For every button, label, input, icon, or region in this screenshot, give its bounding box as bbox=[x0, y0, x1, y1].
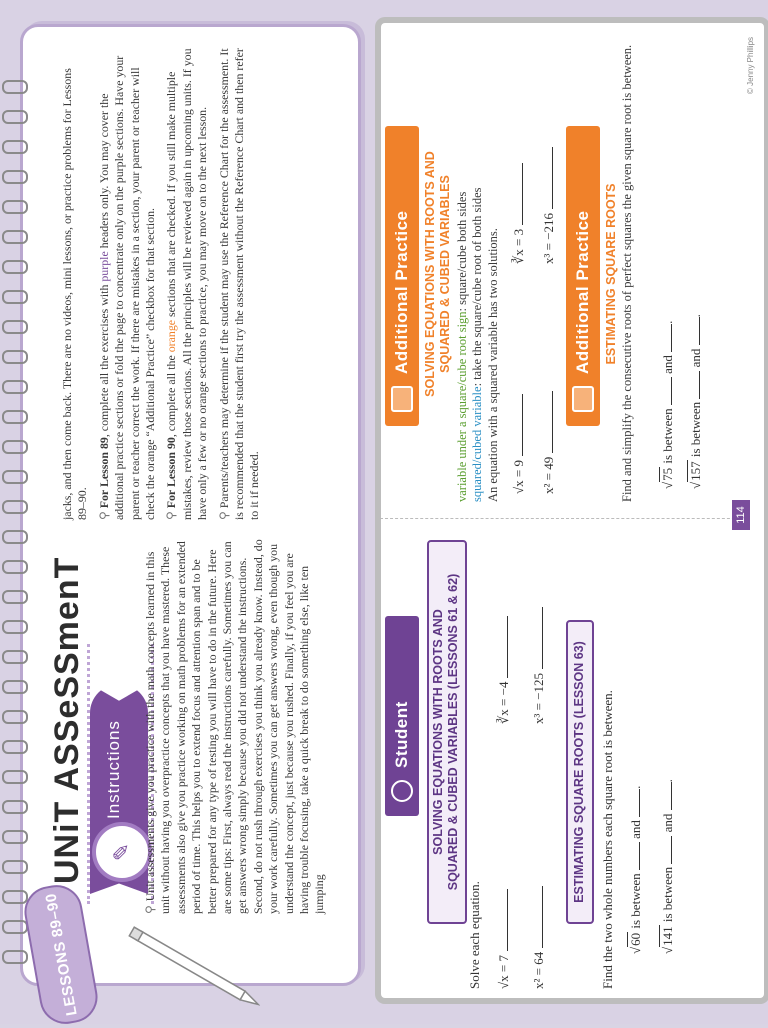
period: . bbox=[628, 785, 643, 789]
lesson90-text-b: sections that are checked. If you still make multiple mistakes, review those sections. All the principles will be reviewed again in upcoming units. If you have only a few or no orange sections to practice, you may move on to the next lesson. bbox=[164, 48, 210, 520]
spiral-ring bbox=[2, 560, 28, 574]
rule-text-c: An equation with a squared variable has two solutions. bbox=[485, 228, 500, 502]
eq-text: x² = 49 bbox=[541, 456, 556, 494]
between-text: is between bbox=[628, 873, 643, 929]
additional-rules bbox=[455, 42, 501, 502]
radicand: 157 bbox=[688, 461, 703, 481]
spiral-ring bbox=[2, 950, 28, 964]
spiral-ring bbox=[2, 170, 28, 184]
spiral-ring bbox=[2, 470, 28, 484]
additional-label-2: Additional Practice bbox=[573, 210, 592, 374]
answer-line[interactable] bbox=[540, 391, 553, 453]
answer-line[interactable] bbox=[495, 616, 508, 678]
eq-text: √x = 9 bbox=[511, 460, 526, 494]
additional-eq4 bbox=[540, 147, 557, 264]
spiral-ring bbox=[2, 260, 28, 274]
spiral-ring bbox=[2, 800, 28, 814]
lightbulb-icon: ✎ bbox=[92, 822, 152, 882]
rule-blue: squared/cubed variable bbox=[470, 386, 485, 502]
additional-eq3 bbox=[540, 391, 557, 494]
answer-blank[interactable] bbox=[660, 782, 672, 810]
spiral-ring bbox=[2, 140, 28, 154]
student-est1: √60 is between and . bbox=[628, 785, 643, 954]
spiral-ring bbox=[2, 410, 28, 424]
section1-title-box bbox=[427, 540, 467, 924]
lessons-label: LESSONS 89–90 bbox=[41, 891, 81, 1018]
checkbox[interactable] bbox=[391, 386, 413, 412]
additional-est1: √75 is between and . bbox=[660, 320, 675, 489]
and-text: and bbox=[688, 348, 703, 368]
parents-paragraph bbox=[217, 48, 263, 520]
answer-blank[interactable] bbox=[660, 324, 672, 352]
rule-text-a: : square/cube both sides bbox=[455, 191, 469, 312]
answer-blank[interactable] bbox=[660, 377, 672, 405]
lesson90-lead: For Lesson 90 bbox=[164, 437, 179, 509]
lesson89-text-a: , complete all the exercises with bbox=[96, 281, 111, 438]
eq-text: ∛x = 3 bbox=[511, 228, 526, 264]
instructions-text: Unit assessments give you practice with the math concepts learned in this unit without having you overpractice concepts that you have mastered. These assessments also give you practice working on math problems for an extended period of time. This helps you to extend focus and attention span and to be better prepared for any type of testing you will have to do in the future. Here are some tips: First, always read the instructions carefully. Sometimes you can get answers wrong simply because you did not understand the instructions. Second, do not rush through exercises you think you already know. Instead, do your work carefully. Sometimes you can get answers wrong, even though you understand the concept, just because you rushed. Finally, if you feel you are having trouble focusing, take a quick break to do something else, like ten jumping bbox=[143, 539, 327, 914]
lesson90-paragraph bbox=[164, 48, 210, 520]
spiral-ring bbox=[2, 350, 28, 364]
instructions-label: Instructions bbox=[104, 720, 123, 819]
paperclip-icon: ⚲ bbox=[96, 511, 111, 520]
section1-title-line1: SOLVING EQUATIONS WITH ROOTS AND bbox=[431, 609, 445, 855]
spiral-ring bbox=[2, 650, 28, 664]
spiral-ring bbox=[2, 890, 28, 904]
additional-section1-title-line1: SOLVING EQUATIONS WITH ROOTS AND bbox=[423, 151, 437, 397]
page-title: UNiT ASSeSSmenT bbox=[48, 556, 86, 884]
spiral-ring bbox=[2, 530, 28, 544]
section1-title-line2: SQUARED & CUBED VARIABLES (LESSONS 61 & 62) bbox=[446, 573, 460, 891]
answer-line[interactable] bbox=[530, 607, 543, 669]
section2-title: ESTIMATING SQUARE ROOTS (LESSON 63) bbox=[572, 641, 586, 903]
additional-eq2 bbox=[510, 163, 527, 264]
lesson89-text-b: headers only. You may cover the additional practice sections or fold the page to concentrate only on the purple sections. Have your parent or teacher correct the work. If there are mistakes in a section, your parent or teacher will check the orange “Additional Practice” checkbox for that section. bbox=[96, 55, 158, 520]
column-divider bbox=[380, 518, 750, 519]
spiral-ring bbox=[2, 290, 28, 304]
answer-blank[interactable] bbox=[628, 789, 640, 817]
student-eq2 bbox=[495, 616, 512, 724]
spiral-ring bbox=[2, 620, 28, 634]
spiral-ring bbox=[2, 380, 28, 394]
instructions-column-2 bbox=[60, 48, 263, 520]
additional-header-bar-2 bbox=[566, 126, 600, 426]
orange-word: orange bbox=[164, 319, 179, 353]
student-est2: √141 is between and . bbox=[660, 779, 675, 954]
additional-label-1: Additional Practice bbox=[392, 210, 411, 374]
answer-blank[interactable] bbox=[688, 371, 700, 399]
and-text: and bbox=[660, 813, 675, 833]
spiral-ring bbox=[2, 590, 28, 604]
eq-text: ∛x = −4 bbox=[496, 681, 511, 724]
additional-est2: √157 is between and . bbox=[688, 314, 703, 489]
between-text: is between bbox=[688, 401, 703, 458]
eq-text: √x = 7 bbox=[496, 955, 511, 989]
radicand: 60 bbox=[628, 932, 643, 946]
parents-note: Parents/teachers may determine if the student may use the Reference Chart for the assessment. It is recommended that the student first try the assessment without the Reference Chart and then refer to it if needed. bbox=[216, 48, 262, 520]
answer-line[interactable] bbox=[510, 394, 523, 456]
lesson89-paragraph bbox=[97, 48, 159, 520]
period: . bbox=[660, 779, 675, 783]
additional-eq1 bbox=[510, 394, 527, 494]
rule-text-b: : take the square/cube root of both sides bbox=[470, 187, 485, 387]
between-text: is between bbox=[660, 408, 675, 464]
answer-blank[interactable] bbox=[628, 842, 640, 870]
spiral-ring bbox=[2, 860, 28, 874]
additional-section1-title-line2: SQUARED & CUBED VARIABLES bbox=[438, 175, 452, 373]
radicand: 75 bbox=[660, 467, 675, 481]
divider-dots bbox=[87, 644, 90, 904]
purple-word: purple bbox=[96, 251, 111, 282]
answer-blank[interactable] bbox=[688, 317, 700, 345]
student-eq3 bbox=[530, 886, 547, 989]
section2-instruction: Find the two whole numbers each square root is between. bbox=[600, 690, 615, 989]
additional-header-bar-1 bbox=[385, 126, 419, 426]
radicand: 141 bbox=[660, 926, 675, 946]
student-label: Student bbox=[392, 701, 411, 768]
and-text: and bbox=[660, 355, 675, 374]
eq-text: x³ = −216 bbox=[541, 212, 556, 264]
additional-section1-title bbox=[423, 114, 453, 434]
student-eq1 bbox=[495, 889, 512, 989]
spiral-ring bbox=[2, 920, 28, 934]
additional-section2-title: ESTIMATING SQUARE ROOTS bbox=[604, 183, 618, 365]
student-header-bar bbox=[385, 616, 419, 816]
instructions-column-1 bbox=[143, 538, 328, 914]
spiral-rings bbox=[0, 52, 28, 964]
spiral-ring bbox=[2, 740, 28, 754]
lesson89-lead: For Lesson 89 bbox=[96, 437, 111, 509]
answer-blank[interactable] bbox=[660, 836, 672, 864]
intro-text: jacks, and then come back. There are no videos, mini lessons, or practice problems for Lessons 89–90. bbox=[60, 68, 90, 520]
spiral-ring bbox=[2, 110, 28, 124]
spiral-ring bbox=[2, 80, 28, 94]
spiral-ring bbox=[2, 320, 28, 334]
and-text: and bbox=[628, 820, 643, 839]
answer-line[interactable] bbox=[530, 886, 543, 948]
eq-text: x³ = −125 bbox=[531, 672, 546, 724]
between-text: is between bbox=[660, 866, 675, 923]
answer-line[interactable] bbox=[495, 889, 508, 951]
checkbox-icon bbox=[391, 780, 413, 802]
copyright: © Jenny Phillips bbox=[746, 36, 755, 94]
student-eq4 bbox=[530, 607, 547, 724]
paperclip-icon: ⚲ bbox=[143, 905, 157, 914]
spiral-ring bbox=[2, 710, 28, 724]
spiral-ring bbox=[2, 200, 28, 214]
spiral-ring bbox=[2, 770, 28, 784]
spiral-ring bbox=[2, 230, 28, 244]
lesson90-text-a: , complete all the bbox=[164, 352, 179, 438]
section2-title-box bbox=[566, 620, 594, 924]
checkbox[interactable] bbox=[572, 386, 594, 412]
section1-instruction: Solve each equation. bbox=[467, 881, 482, 989]
paperclip-icon: ⚲ bbox=[216, 511, 231, 520]
spiral-ring bbox=[2, 680, 28, 694]
additional-section2-instruction: Find and simplify the consecutive roots of perfect squares the given square root is between. bbox=[620, 44, 634, 502]
spiral-ring bbox=[2, 440, 28, 454]
answer-line[interactable] bbox=[510, 163, 523, 225]
spiral-ring bbox=[2, 500, 28, 514]
period: . bbox=[660, 320, 675, 324]
rule-green: variable under a square/cube root sign bbox=[455, 311, 469, 502]
period: . bbox=[688, 314, 703, 318]
section1-title bbox=[431, 542, 461, 922]
paperclip-icon: ⚲ bbox=[164, 511, 179, 520]
spiral-ring bbox=[2, 830, 28, 844]
answer-line[interactable] bbox=[540, 147, 553, 209]
page-number: 114 bbox=[732, 500, 750, 530]
eq-text: x² = 64 bbox=[531, 951, 546, 989]
